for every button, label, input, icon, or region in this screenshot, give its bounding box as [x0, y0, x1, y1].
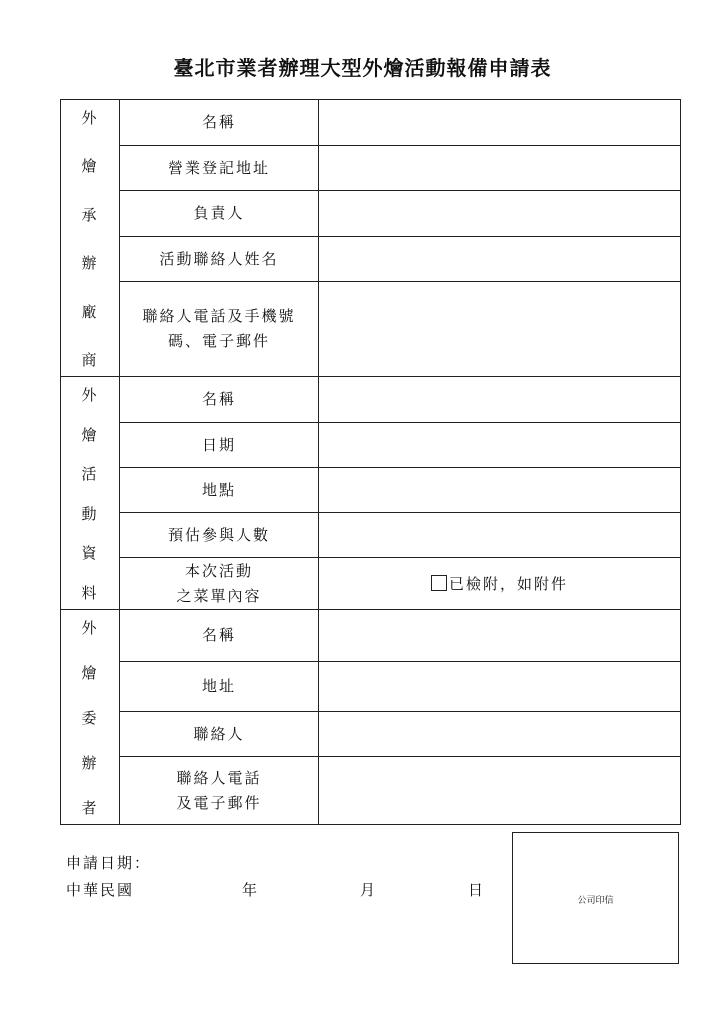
caterer-owner-label: 負責人 [120, 191, 319, 237]
event-menu-label: 本次活動 之菜單內容 [120, 558, 319, 610]
application-form-table [60, 99, 681, 825]
table-row [61, 468, 681, 513]
caterer-address-field[interactable] [319, 146, 681, 191]
caterer-owner-field[interactable] [319, 191, 681, 237]
table-row [61, 610, 681, 662]
form-title: 臺北市業者辦理大型外燴活動報備申請表 [173, 56, 552, 80]
table-row [61, 146, 681, 191]
event-attendance-field[interactable] [319, 513, 681, 558]
caterer-contact-name-label: 活動聯絡人姓名 [120, 237, 319, 282]
table-row [61, 191, 681, 237]
section-caterer-side-label: 外 燴 承 辦 廠 商 [61, 100, 120, 377]
event-date-field[interactable] [319, 423, 681, 468]
client-address-label: 地址 [120, 662, 319, 712]
event-date-label: 日期 [120, 423, 319, 468]
menu-attached-checkbox[interactable] [431, 575, 447, 591]
client-name-field[interactable] [319, 610, 681, 662]
table-row [61, 757, 681, 825]
event-attendance-label: 預估參與人數 [120, 513, 319, 558]
client-contact-field[interactable] [319, 712, 681, 757]
event-menu-field [319, 558, 681, 610]
table-row [61, 237, 681, 282]
event-name-label: 名稱 [120, 377, 319, 423]
application-date-label: 申請日期： [66, 854, 152, 872]
caterer-contact-phone-label: 聯絡人電話及手機號 碼、電子郵件 [120, 282, 319, 377]
table-row [61, 100, 681, 146]
table-row [61, 282, 681, 377]
application-date-row [66, 879, 496, 899]
client-contact-label: 聯絡人 [120, 712, 319, 757]
date-year: 年 [242, 881, 260, 899]
event-name-field[interactable] [319, 377, 681, 423]
table-row [61, 377, 681, 423]
table-row [61, 558, 681, 610]
caterer-name-label: 名稱 [120, 100, 319, 146]
date-month: 月 [360, 881, 378, 899]
event-location-label: 地點 [120, 468, 319, 513]
table-row [61, 513, 681, 558]
company-seal-label: 公司印信 [577, 896, 614, 906]
table-row [61, 662, 681, 712]
client-name-label: 名稱 [120, 610, 319, 662]
client-address-field[interactable] [319, 662, 681, 712]
caterer-address-label: 營業登記地址 [120, 146, 319, 191]
date-day: 日 [468, 881, 486, 899]
caterer-contact-name-field[interactable] [319, 237, 681, 282]
client-phone-email-label: 聯絡人電話 及電子郵件 [120, 757, 319, 825]
table-row [61, 423, 681, 468]
caterer-contact-phone-field[interactable] [319, 282, 681, 377]
caterer-name-field[interactable] [319, 100, 681, 146]
event-location-field[interactable] [319, 468, 681, 513]
table-row [61, 712, 681, 757]
date-era: 中華民國 [66, 881, 135, 899]
company-seal-box[interactable] [512, 832, 679, 964]
section-event-side-label: 外 燴 活 動 資 料 [61, 377, 120, 610]
section-client-side-label: 外 燴 委 辦 者 [61, 610, 120, 825]
menu-attached-text: 已檢附，如附件 [448, 575, 568, 593]
client-phone-email-field[interactable] [319, 757, 681, 825]
